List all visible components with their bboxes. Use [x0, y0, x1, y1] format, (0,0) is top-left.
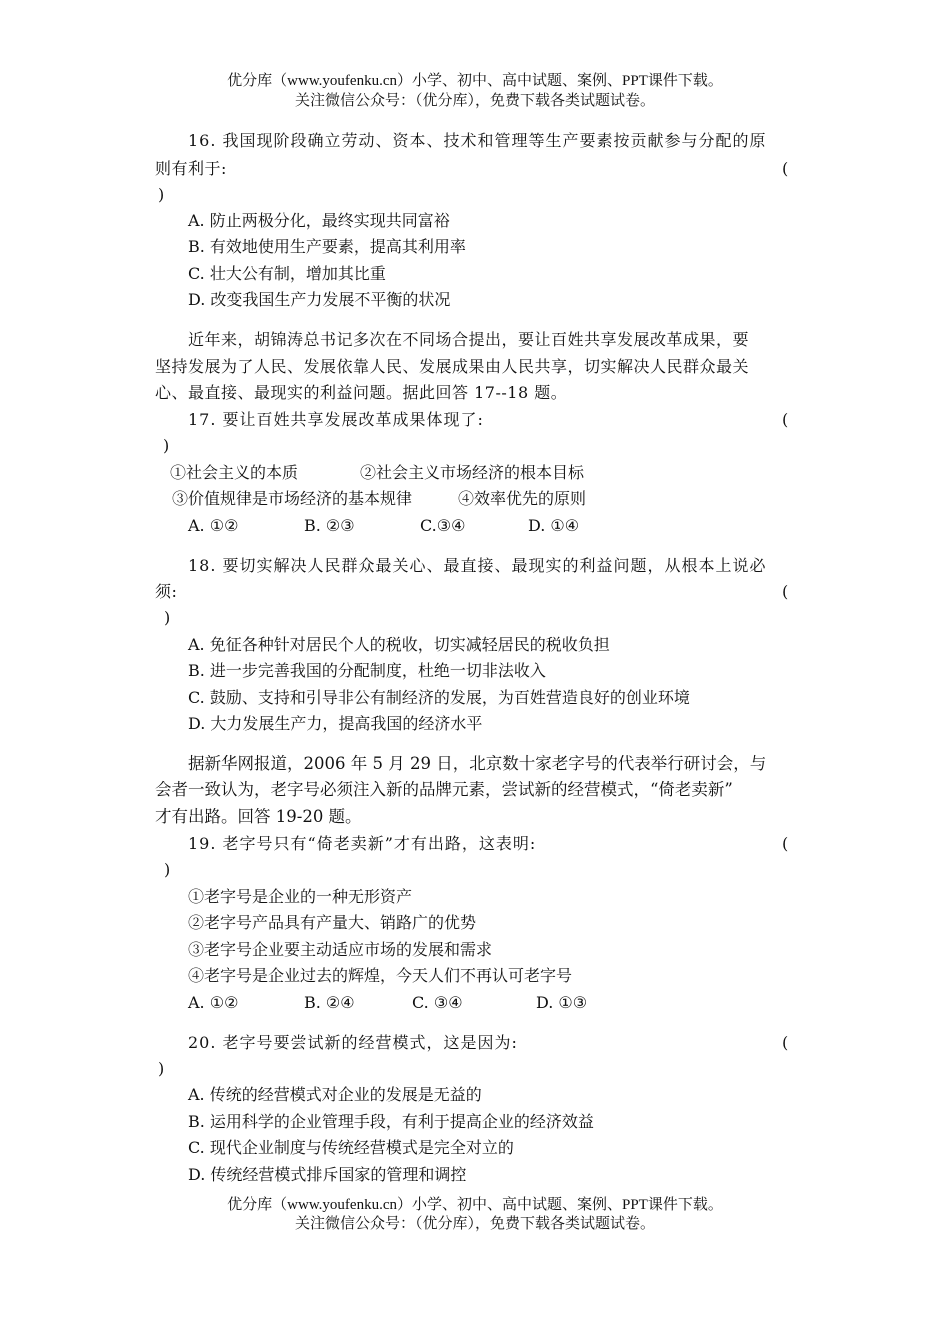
- q16-stem-line-2: 则有利于:: [155, 159, 227, 178]
- q17-item-4: ④效率优先的原则: [458, 489, 587, 508]
- q19-stem: 19. 老字号只有“倚老卖新”才有出路，这表明:: [188, 834, 537, 853]
- q17-item-2: ②社会主义市场经济的根本目标: [360, 463, 585, 482]
- q16-answer-paren-open: (: [782, 159, 789, 178]
- q17-choice-b: B. ②③: [304, 516, 355, 535]
- q17-stem: 17. 要让百姓共享发展改革成果体现了:: [188, 410, 484, 429]
- q19-answer-paren-open: (: [782, 834, 789, 853]
- q20-option-a: A. 传统的经营模式对企业的发展是无益的: [188, 1085, 482, 1104]
- q17-answer-paren-close: ): [163, 436, 170, 455]
- q17-item-3: ③价值规律是市场经济的基本规律: [172, 489, 413, 508]
- footer-line-1: 优分库（www.youfenku.cn）小学、初中、高中试题、案例、PPT课件下载。: [227, 1197, 723, 1213]
- q19-choice-a: A. ①②: [188, 993, 239, 1012]
- q20-answer-paren-open: (: [782, 1033, 789, 1052]
- q19-choice-c: C. ③④: [412, 993, 463, 1012]
- q17-choice-a: A. ①②: [188, 516, 239, 535]
- q17-item-1: ①社会主义的本质: [170, 463, 299, 482]
- q19-item-4: ④老字号是企业过去的辉煌，今天人们不再认可老字号: [188, 966, 573, 985]
- q18-stem-line-2: 须:: [155, 582, 178, 601]
- q19-item-1: ①老字号是企业的一种无形资产: [188, 887, 413, 906]
- passage2-line-2: 会者一致认为，老字号必须注入新的品牌元素，尝试新的经营模式，“倚老卖新”: [155, 780, 733, 799]
- footer-line-2: 关注微信公众号：（优分库），免费下载各类试题试卷。: [294, 1216, 655, 1232]
- q18-answer-paren-close: ): [164, 608, 171, 627]
- q17-choice-d: D. ①④: [528, 516, 580, 535]
- q16-option-c: C. 壮大公有制，增加其比重: [188, 264, 386, 283]
- header-line-2: 关注微信公众号：（优分库），免费下载各类试题试卷。: [294, 93, 655, 109]
- header-line-1: 优分库（www.youfenku.cn）小学、初中、高中试题、案例、PPT课件下载。: [227, 73, 723, 89]
- q17-answer-paren-open: (: [782, 410, 789, 429]
- q18-stem-line-1: 18. 要切实解决人民群众最关心、最直接、最现实的利益问题，从根本上说必: [188, 556, 767, 575]
- passage2-line-3: 才有出路。回答 19-20 题。: [155, 807, 362, 826]
- q16-option-d: D. 改变我国生产力发展不平衡的状况: [188, 290, 451, 309]
- passage1-line-2: 坚持发展为了人民、发展依靠人民、发展成果由人民共享，切实解决人民群众最关: [155, 357, 750, 376]
- q18-option-d: D. 大力发展生产力，提高我国的经济水平: [188, 714, 483, 733]
- passage2-line-1: 据新华网报道，2006 年 5 月 29 日，北京数十家老字号的代表举行研讨会，与: [188, 754, 767, 773]
- q16-stem-line-1: 16. 我国现阶段确立劳动、资本、技术和管理等生产要素按贡献参与分配的原: [188, 131, 767, 150]
- q19-item-3: ③老字号企业要主动适应市场的发展和需求: [188, 940, 493, 959]
- q16-answer-paren-close: ): [158, 185, 165, 204]
- q16-option-b: B. 有效地使用生产要素，提高其利用率: [188, 237, 466, 256]
- passage1-line-3: 心、最直接、最现实的利益问题。据此回答 17--18 题。: [155, 383, 568, 402]
- q18-answer-paren-open: (: [782, 582, 789, 601]
- passage1-line-1: 近年来，胡锦涛总书记多次在不同场合提出，要让百姓共享发展改革成果，要: [188, 330, 750, 349]
- q20-stem: 20. 老字号要尝试新的经营模式，这是因为:: [188, 1033, 518, 1052]
- q19-item-2: ②老字号产品具有产量大、销路广的优势: [188, 913, 477, 932]
- q20-option-b: B. 运用科学的企业管理手段，有利于提高企业的经济效益: [188, 1112, 594, 1131]
- q19-choice-b: B. ②④: [304, 993, 355, 1012]
- q19-choice-d: D. ①③: [536, 993, 588, 1012]
- q20-option-c: C. 现代企业制度与传统经营模式是完全对立的: [188, 1138, 514, 1157]
- q18-option-b: B. 进一步完善我国的分配制度，杜绝一切非法收入: [188, 661, 546, 680]
- q16-option-a: A. 防止两极分化，最终实现共同富裕: [188, 211, 450, 230]
- q19-answer-paren-close: ): [164, 860, 171, 879]
- q20-answer-paren-close: ): [158, 1059, 165, 1078]
- q17-choice-c: C.③④: [420, 516, 466, 535]
- q18-option-a: A. 免征各种针对居民个人的税收，切实减轻居民的税收负担: [188, 635, 610, 654]
- q18-option-c: C. 鼓励、支持和引导非公有制经济的发展，为百姓营造良好的创业环境: [188, 688, 690, 707]
- q20-option-d: D. 传统经营模式排斥国家的管理和调控: [188, 1165, 467, 1184]
